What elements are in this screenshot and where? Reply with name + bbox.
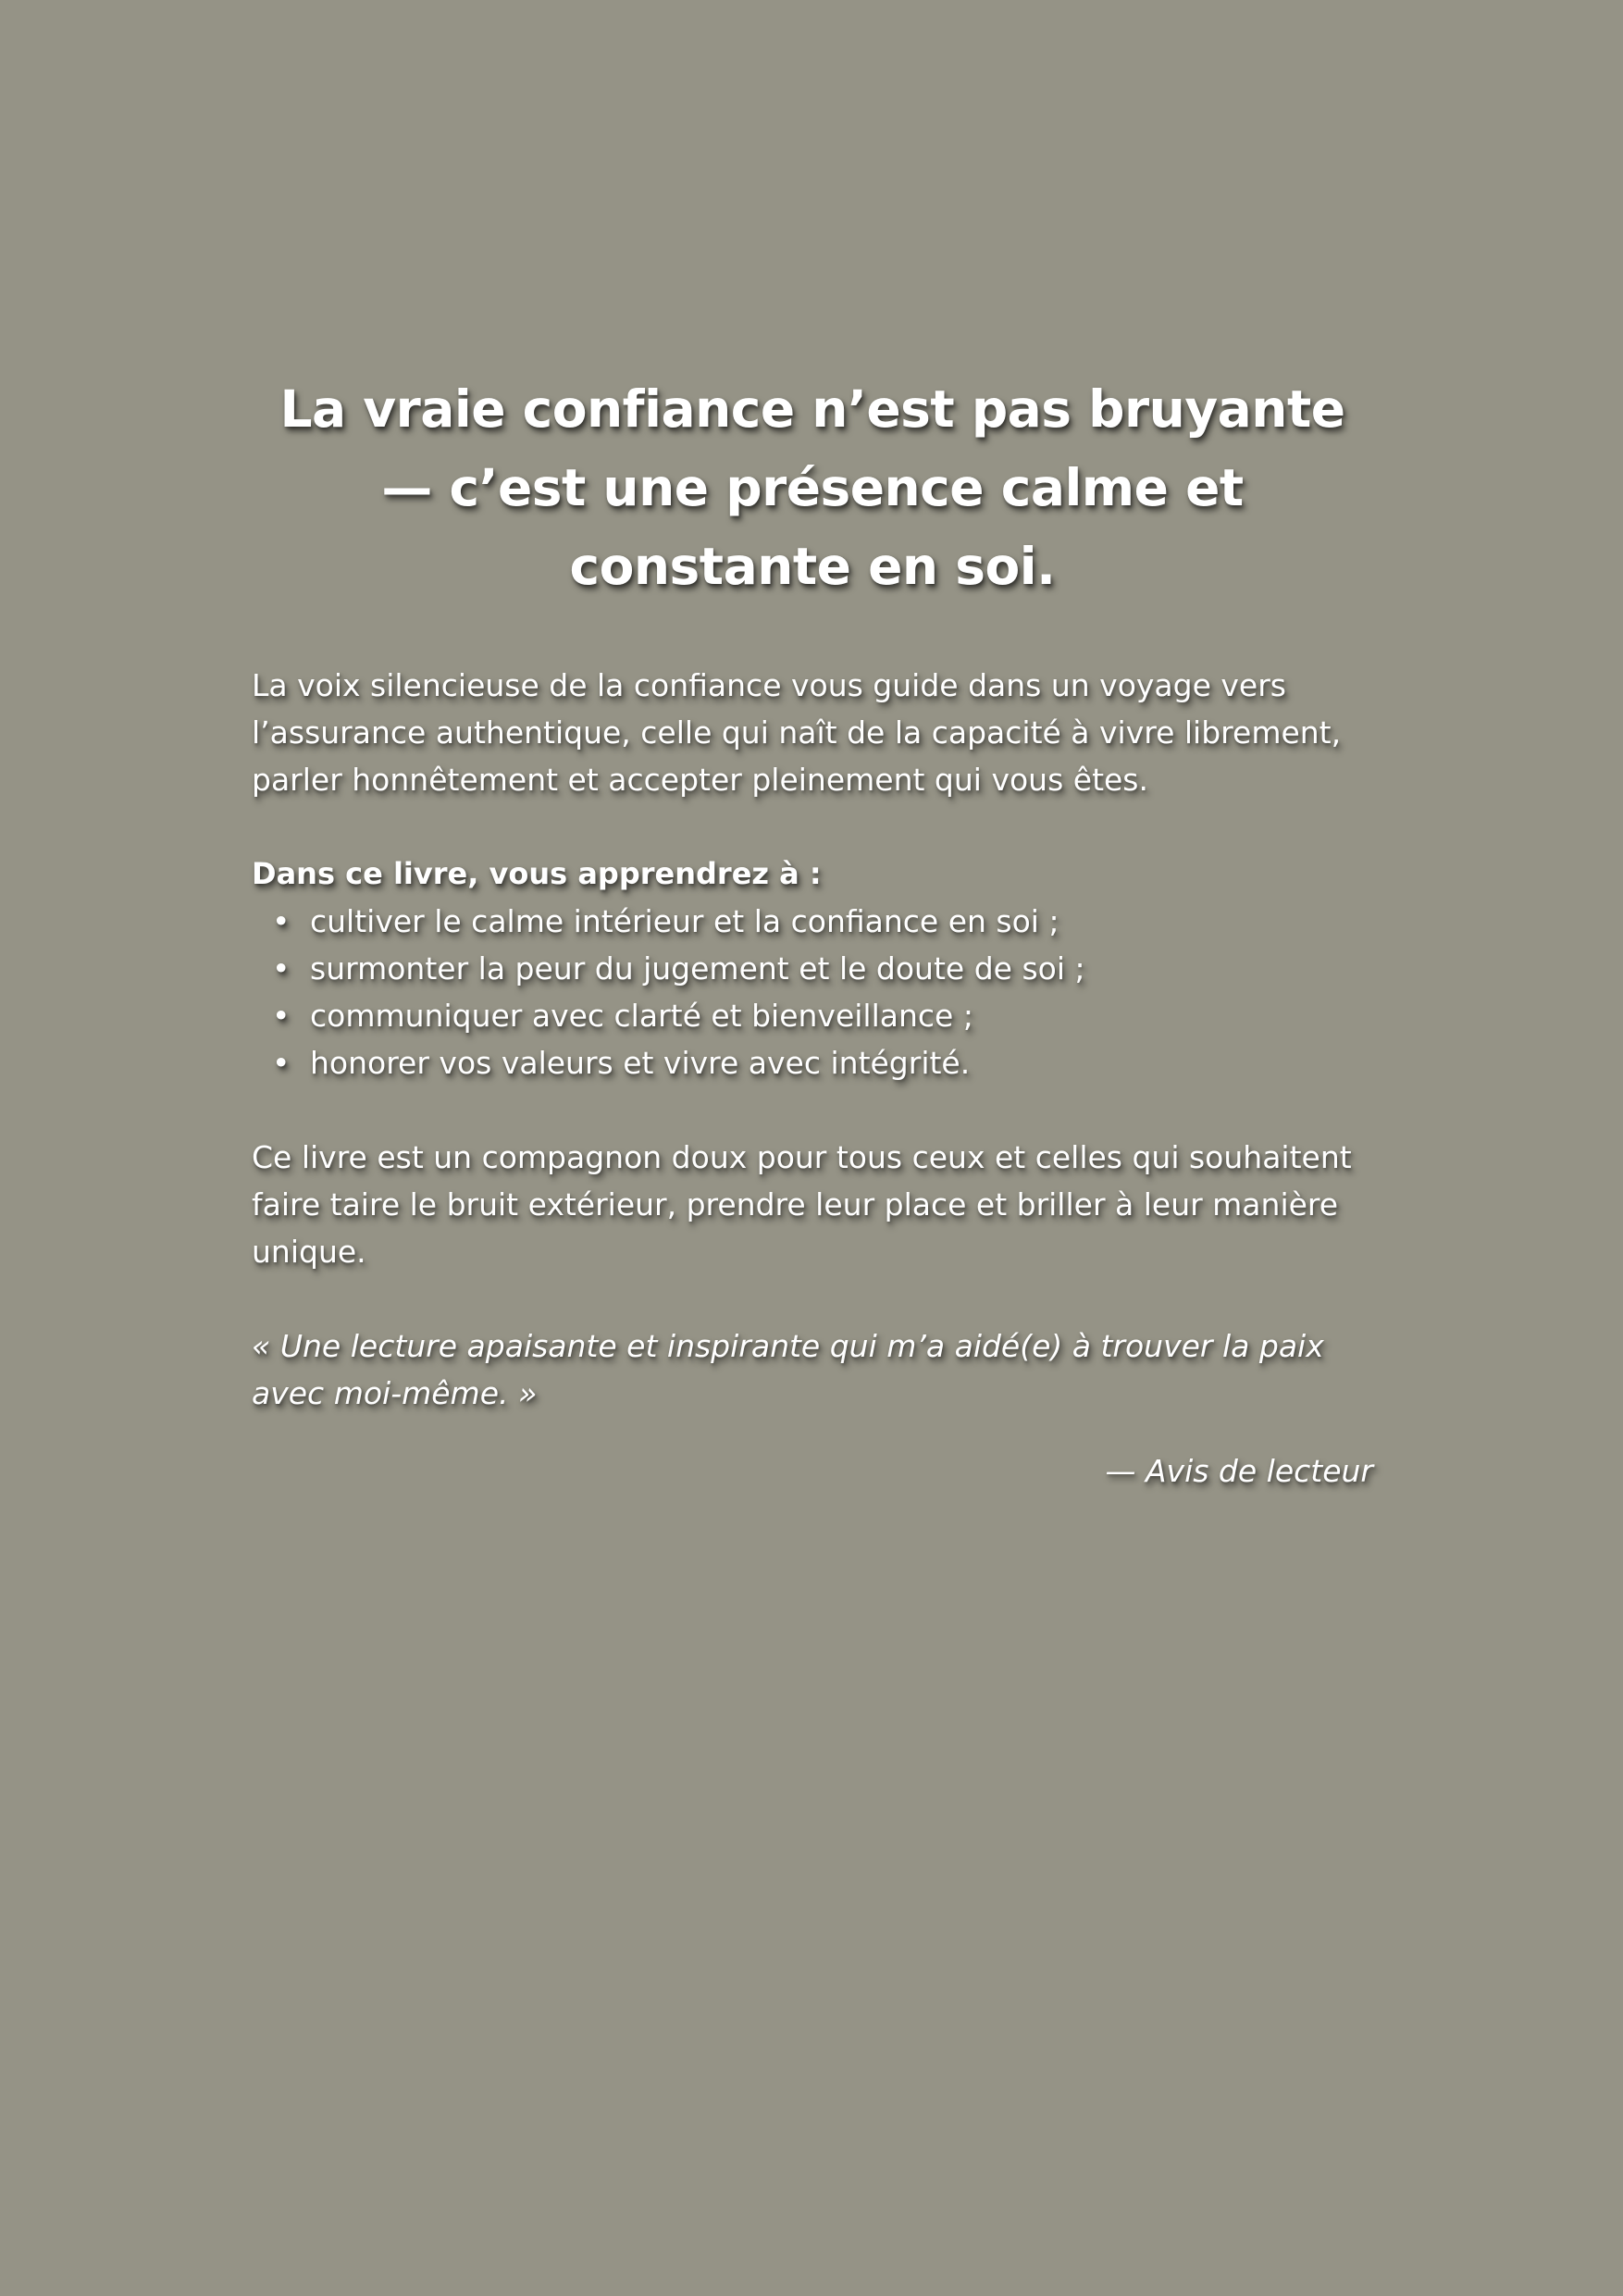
testimonial-quote: « Une lecture apaisante et inspirante qui m’a aidé(e) à trouver la paix avec moi-même. » [252,1328,1324,1411]
bullet-icon: • [272,950,291,987]
learn-list [252,898,1373,1086]
list-item [252,1039,1373,1086]
testimonial-attribution: — Avis de lecteur [1105,1453,1373,1489]
list-item-text: surmonter la peur du jugement et le doute de soi ; [310,950,1085,987]
list-item-text: communiquer avec clarté et bienveillance ; [310,998,973,1034]
list-item [252,945,1373,992]
headline: La vraie confiance n’est pas bruyante — c’est une présence calme et constante en soi. [279,379,1345,596]
bullet-icon: • [272,1045,291,1081]
bullet-icon: • [272,998,291,1034]
companion-paragraph: Ce livre est un compagnon doux pour tous ceux et celles qui souhaitent faire taire le bruit extérieur, prendre leur place et briller à leur manière unique. [252,1139,1352,1270]
intro-paragraph: La voix silencieuse de la confiance vous guide dans un voyage vers l’assurance authentique, celle qui naît de la capacité à vivre librement, parler honnêtement et accepter pleinement qui vous êtes. [252,667,1342,798]
list-item-text: honorer vos valeurs et vivre avec intégrité. [310,1045,971,1081]
back-cover-text-block [252,370,1373,1525]
learn-heading: Dans ce livre, vous apprendrez à : [252,856,822,891]
list-item [252,992,1373,1039]
list-item-text: cultiver le calme intérieur et la confiance en soi ; [310,903,1059,939]
list-item [252,898,1373,945]
bullet-icon: • [272,903,291,939]
